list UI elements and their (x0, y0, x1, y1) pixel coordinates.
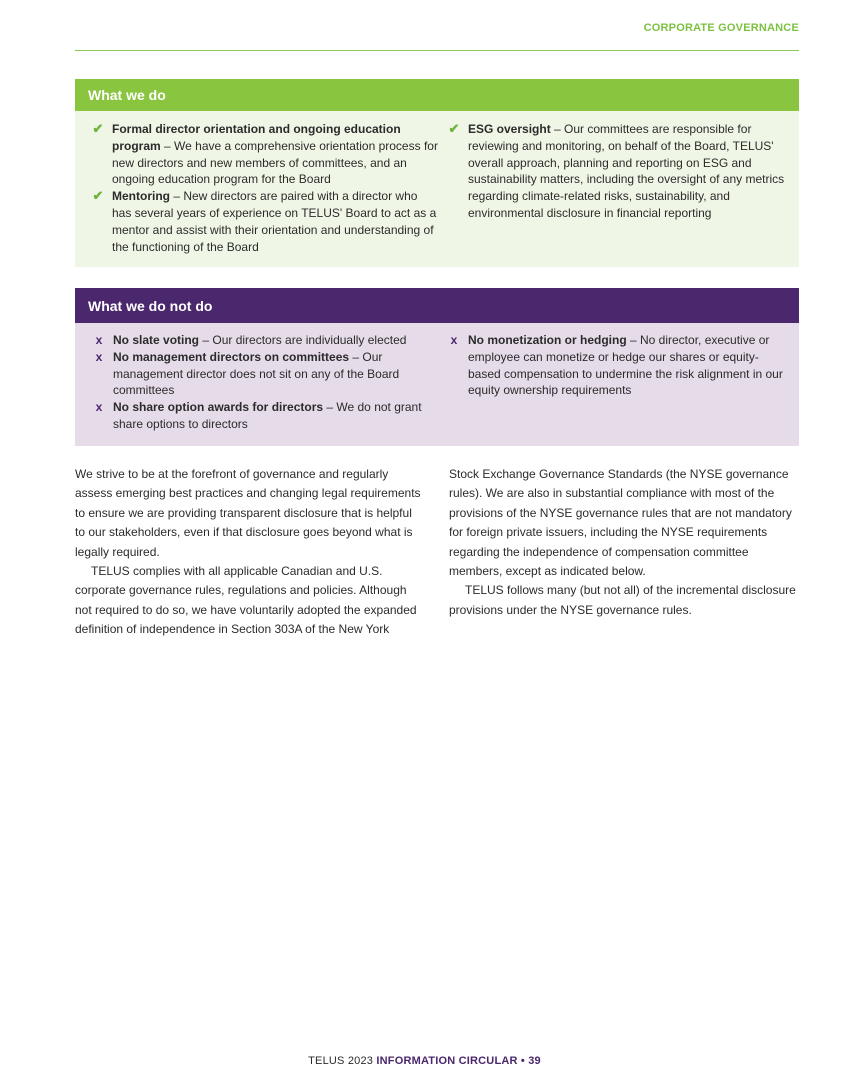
item-text: – Our management director does not sit on any of the Board committees (113, 349, 400, 398)
list-item (91, 121, 439, 188)
section-header: CORPORATE GOVERNANCE (643, 22, 799, 34)
x-mark-icon: x (95, 400, 103, 415)
checkmark-icon: ✔ (92, 121, 104, 136)
what-we-do-right-column (447, 121, 799, 255)
item-text: – No director, executive or employee can monetize or hedge our shares or equity-based compensation to undermine the risk alignment in our equity ownership requirements (468, 333, 783, 398)
x-mark-icon: x (95, 333, 103, 347)
what-we-do-not-do-title: What we do not do (75, 288, 799, 323)
item-heading: Formal director orientation and ongoing education program (112, 122, 401, 153)
checkmark-icon: ✔ (92, 188, 104, 204)
body-left-column (75, 465, 425, 640)
page-number: 39 (528, 1055, 541, 1067)
list-item (92, 399, 439, 433)
list-item (92, 332, 439, 349)
what-we-do-left-column (75, 121, 447, 255)
item-heading: ESG oversight (468, 122, 551, 136)
what-we-do-not-do-left-column (75, 332, 447, 433)
item-text: – Our committees are responsible for reviewing and monitoring, on behalf of the Board, TELUS' overall approach, planning and reporting on ESG and sustainability matters, including the oversight of any metrics regarding climate-related risks, sustainability, and environmental disclosure in financial reporting (468, 122, 785, 220)
paragraph: Stock Exchange Governance Standards (the NYSE governance rules). We are also in substantial compliance with most of the provisions of the NYSE governance rules that are not mandatory for foreign private issuers, including the NYSE requirements regarding the independence of compensation committee members, except as indicated below. (449, 467, 792, 579)
list-item (91, 188, 439, 255)
x-mark-icon: x (450, 333, 458, 347)
paragraph: TELUS follows many (but not all) of the incremental disclosure provisions under the NYSE governance rules. (449, 583, 796, 617)
what-we-do-title: What we do (75, 79, 799, 111)
item-heading: Mentoring (112, 189, 170, 204)
paragraph: TELUS complies with all applicable Canadian and U.S. corporate governance rules, regulations and policies. Although not required to do so, we have voluntarily adopted the expanded definition of independence in Section 303A of the New York (75, 564, 417, 637)
footer-title: INFORMATION CIRCULAR (376, 1055, 518, 1067)
body-text (75, 465, 799, 640)
item-text: – New directors are paired with a director who has several years of experience on TELUS' Board to act as a mentor and assist with their orientation and understanding of the functioning of the Board (112, 189, 437, 254)
item-text: – Our directors are individually elected (199, 333, 407, 347)
x-mark-icon: x (95, 349, 103, 364)
paragraph: We strive to be at the forefront of governance and regularly assess emerging best practices and changing legal requirements to ensure we are providing transparent disclosure that is helpful to our stakeholders, even if that disclosure goes beyond what is legally required. (75, 467, 421, 559)
item-heading: No monetization or hedging (468, 333, 627, 347)
what-we-do-box (75, 79, 799, 267)
footer-separator: • (517, 1055, 529, 1067)
what-we-do-not-do-right-column (447, 332, 799, 433)
body-right-column (449, 465, 799, 640)
footer-prefix: TELUS 2023 (308, 1055, 377, 1067)
item-text: – We have a comprehensive orientation process for new directors and new members of committees, and an ongoing education program for the Board (112, 138, 438, 187)
what-we-do-not-do-box (75, 288, 799, 446)
list-item (447, 332, 787, 399)
item-heading: No share option awards for directors (113, 400, 324, 415)
header-divider (75, 50, 799, 51)
item-heading: No management directors on committees (113, 349, 350, 364)
checkmark-icon: ✔ (448, 121, 460, 136)
item-text: – We do not grant share options to directors (113, 400, 422, 431)
list-item (92, 349, 439, 399)
page-footer (0, 1055, 849, 1067)
list-item (447, 121, 787, 222)
item-heading: No slate voting (113, 333, 200, 347)
